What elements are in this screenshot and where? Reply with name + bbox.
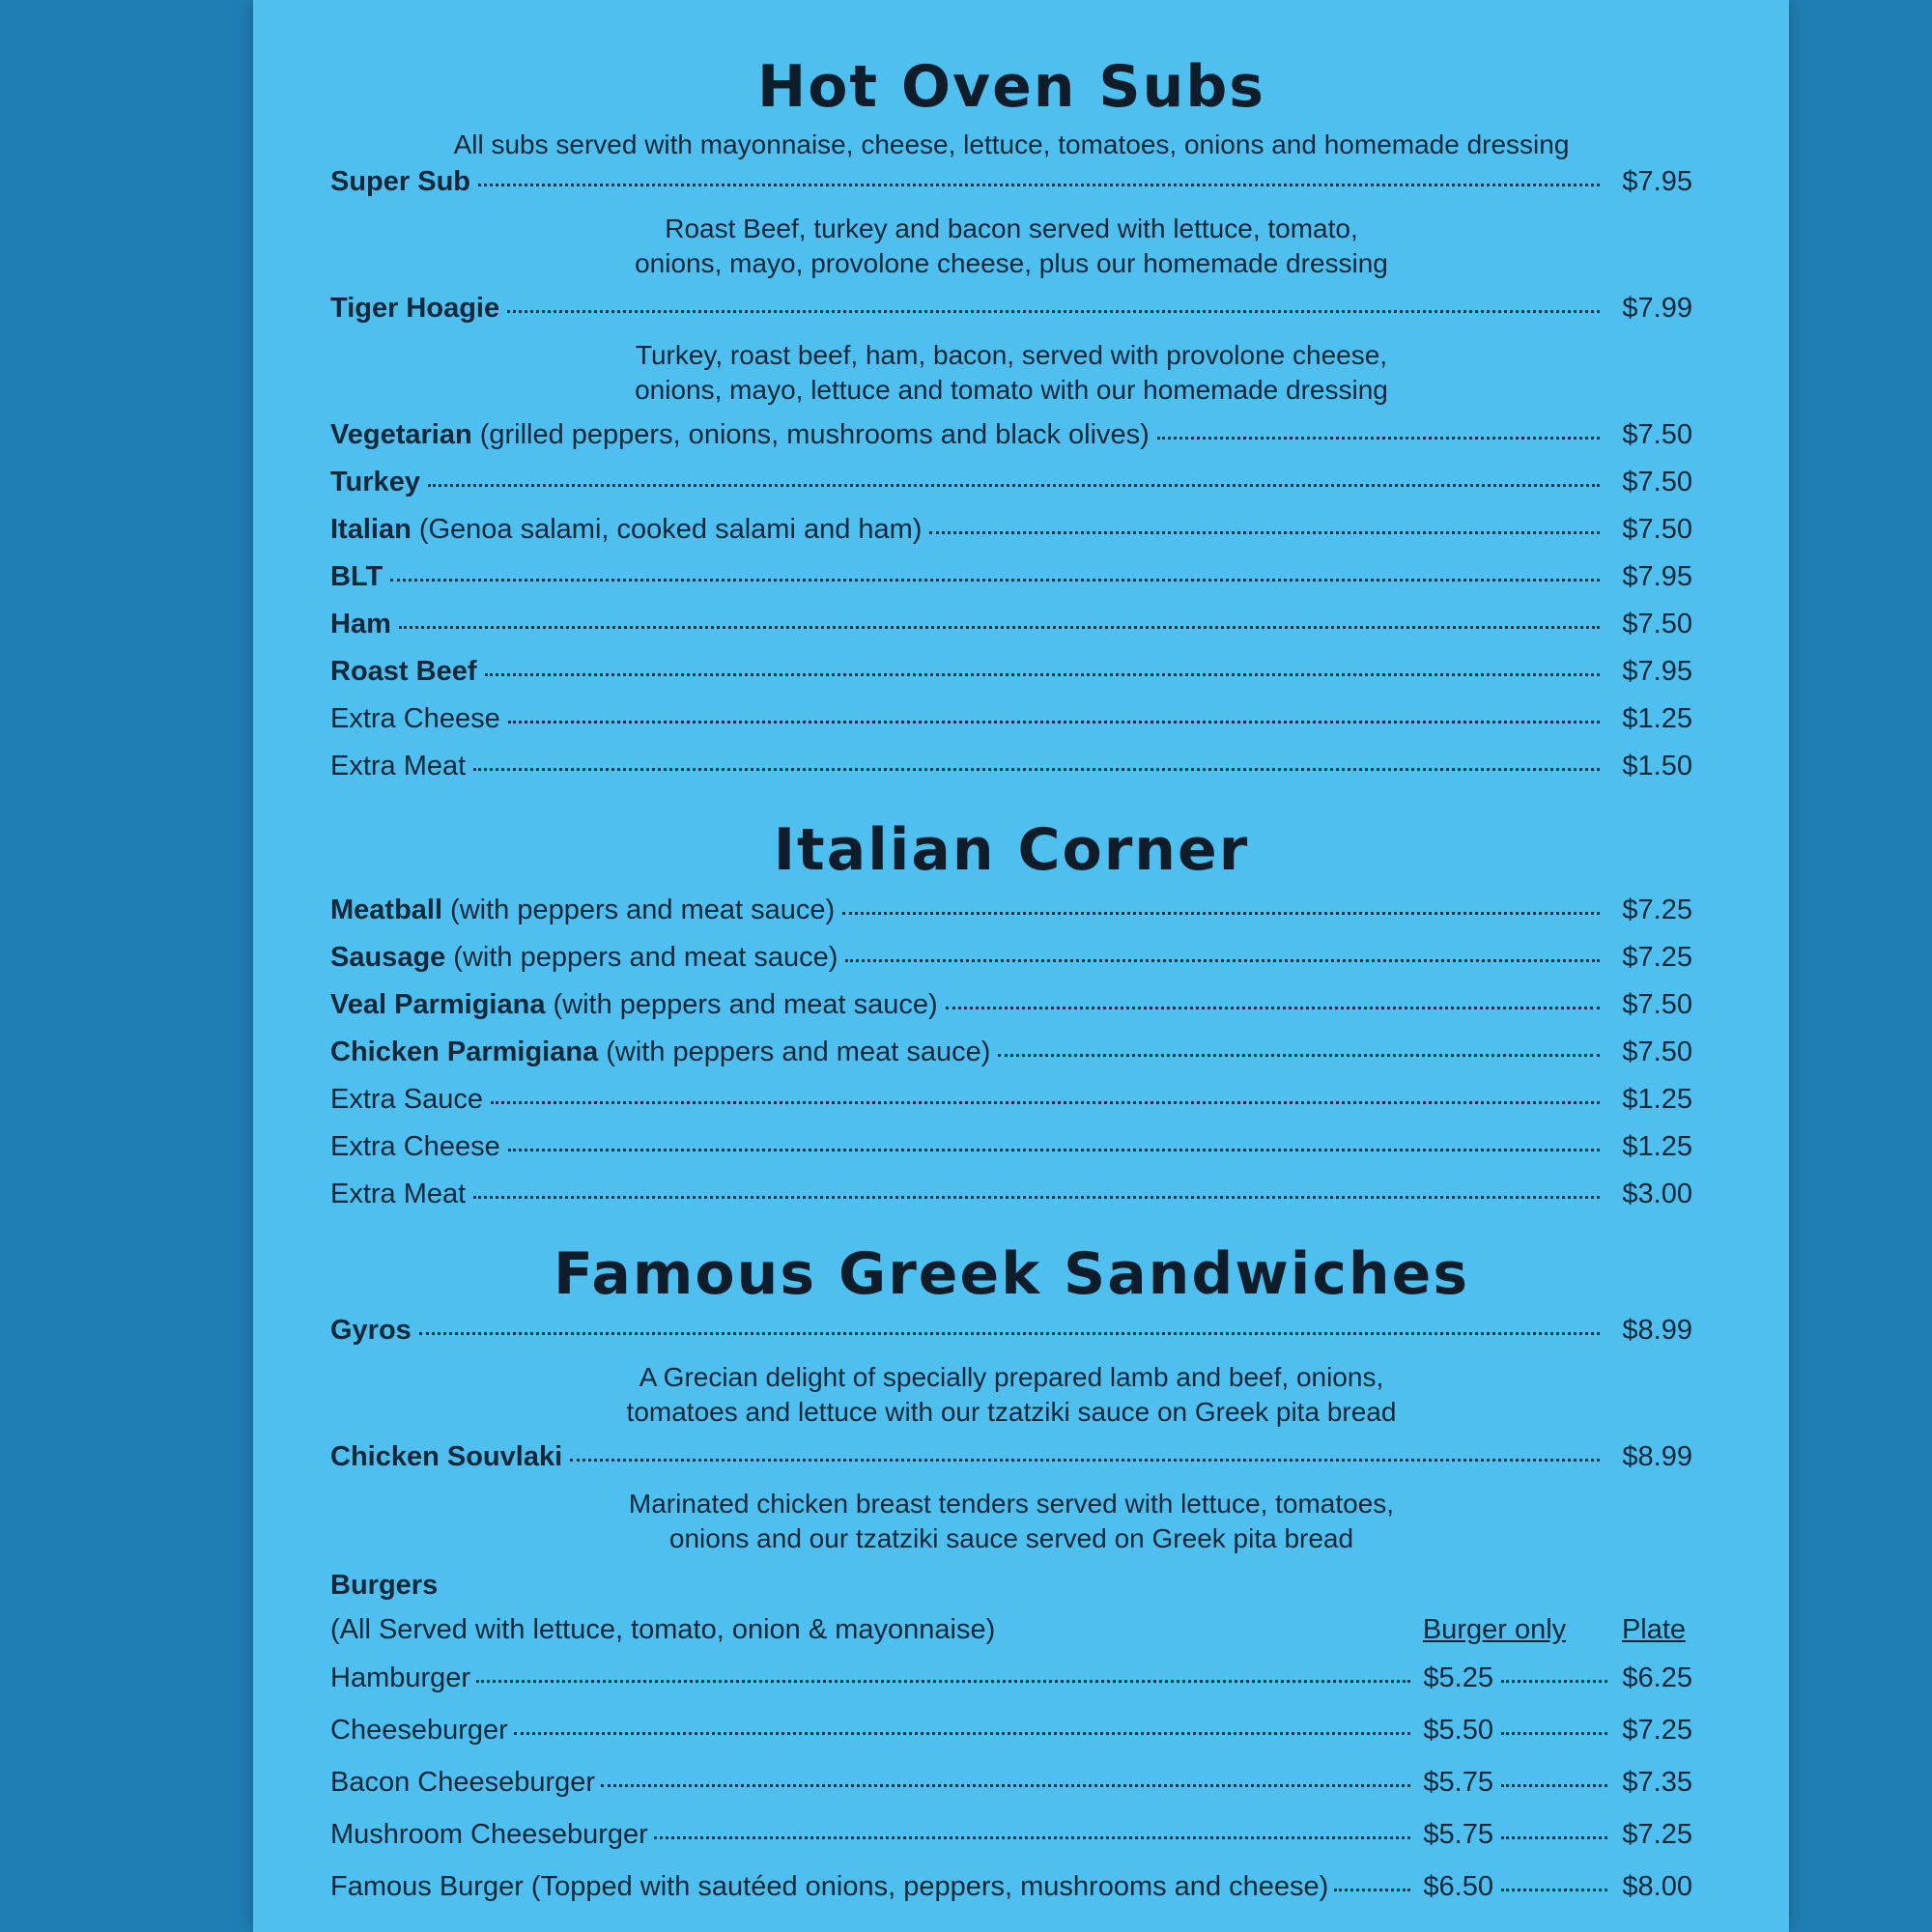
burgers-subheader	[330, 1614, 1692, 1662]
menu-item-row	[330, 991, 1692, 1038]
dot-leader	[473, 768, 1600, 771]
burger-row	[330, 1819, 1692, 1871]
item-name: BLT	[330, 561, 384, 592]
dot-leader	[390, 579, 1600, 582]
burger-only-price: $5.50	[1423, 1715, 1493, 1746]
burger-row	[330, 1871, 1692, 1923]
item-price: $7.50	[1622, 419, 1692, 450]
item-name: Gyros	[330, 1315, 412, 1346]
item-price: $8.99	[1622, 1315, 1692, 1346]
menu-item-row	[330, 1038, 1692, 1086]
menu-item-row	[330, 705, 1692, 753]
dot-leader	[654, 1836, 1410, 1839]
item-note: (with peppers and meat sauce)	[453, 942, 838, 973]
dot-leader	[476, 1680, 1410, 1683]
section-title-italian-corner: Italian Corner	[773, 816, 1250, 884]
item-price: $7.50	[1622, 989, 1692, 1020]
dot-leader	[570, 1459, 1600, 1462]
dot-leader	[845, 959, 1600, 962]
menu-item-row	[330, 896, 1692, 944]
dot-leader	[1501, 1836, 1607, 1839]
dot-leader	[507, 310, 1600, 313]
description-line: onions, mayo, lettuce and tomato with our homemade dressing	[635, 375, 1388, 405]
item-name: Chicken Souvlaki	[330, 1441, 563, 1472]
description-line: Roast Beef, turkey and bacon served with lettuce, tomato,	[665, 213, 1358, 243]
item-name: Veal Parmigiana	[330, 989, 546, 1020]
item-note: (Genoa salami, cooked salami and ham)	[418, 514, 923, 545]
dot-leader	[946, 1007, 1600, 1009]
item-name: Extra Meat	[330, 751, 467, 781]
menu-item-row	[330, 944, 1692, 991]
burger-name: Bacon Cheeseburger	[330, 1767, 596, 1798]
item-note: (grilled peppers, onions, mushrooms and black olives)	[479, 419, 1150, 450]
menu-item-row	[330, 1317, 1692, 1364]
burger-list	[330, 1662, 1692, 1923]
dot-leader	[1334, 1889, 1410, 1891]
item-name: Vegetarian	[330, 419, 472, 450]
item-price: $7.95	[1622, 656, 1692, 687]
plate-price: $8.00	[1622, 1871, 1692, 1902]
plate-price: $7.25	[1622, 1819, 1692, 1850]
menu-sheet	[253, 0, 1789, 1932]
dot-leader	[419, 1332, 1600, 1335]
item-price: $1.50	[1622, 751, 1692, 781]
section-subtitle: All subs served with mayonnaise, cheese, lettuce, tomatoes, onions and homemade dressing	[453, 129, 1570, 159]
item-description	[330, 1487, 1692, 1556]
item-name: Super Sub	[330, 166, 471, 197]
column-plate: Plate	[1621, 1614, 1687, 1645]
greek-list	[330, 1317, 1692, 1556]
dot-leader	[998, 1054, 1600, 1057]
item-price: $7.25	[1622, 895, 1692, 925]
column-burger-only: Burger only	[1422, 1614, 1567, 1645]
dot-leader	[399, 626, 1600, 629]
item-price: $7.99	[1622, 293, 1692, 324]
menu-item-row	[330, 753, 1692, 800]
item-description	[330, 1360, 1692, 1430]
burgers-subnote: (All Served with lettuce, tomato, onion & mayonnaise)	[330, 1614, 996, 1645]
burger-name: Famous Burger (Topped with sautéed onions, peppers, mushrooms and cheese)	[330, 1871, 1329, 1902]
burger-row	[330, 1715, 1692, 1767]
burger-only-price: $5.25	[1423, 1662, 1493, 1693]
burger-only-price: $5.75	[1423, 1767, 1493, 1798]
item-price: $1.25	[1622, 1131, 1692, 1162]
item-price: $7.95	[1622, 166, 1692, 197]
item-price: $8.99	[1622, 1441, 1692, 1472]
burger-name: Hamburger	[330, 1662, 471, 1693]
burger-row	[330, 1767, 1692, 1819]
dot-leader	[478, 184, 1600, 186]
item-name: Sausage	[330, 942, 446, 973]
dot-leader	[1157, 437, 1600, 440]
item-price: $7.95	[1622, 561, 1692, 592]
dot-leader	[1501, 1889, 1607, 1891]
item-name: Chicken Parmigiana	[330, 1037, 599, 1067]
dot-leader	[514, 1732, 1410, 1735]
burgers-section	[330, 1570, 1692, 1923]
section-title-greek: Famous Greek Sandwiches	[553, 1240, 1470, 1308]
menu-item-row	[330, 421, 1692, 469]
item-price: $7.50	[1622, 514, 1692, 545]
item-price: $1.25	[1622, 703, 1692, 734]
italian-list	[330, 896, 1692, 1228]
description-line: onions, mayo, provolone cheese, plus our homemade dressing	[635, 248, 1388, 278]
item-name: Extra Cheese	[330, 703, 500, 734]
plate-price: $7.25	[1622, 1715, 1692, 1746]
description-line: Turkey, roast beef, ham, bacon, served with provolone cheese,	[635, 340, 1388, 370]
subs-list	[330, 168, 1692, 800]
dot-leader	[1501, 1784, 1607, 1787]
menu-item-row	[330, 1443, 1692, 1491]
item-name: Ham	[330, 609, 391, 639]
dot-leader	[929, 531, 1600, 534]
burger-only-price: $5.75	[1423, 1819, 1493, 1850]
description-line: tomatoes and lettuce with our tzatziki sauce on Greek pita bread	[626, 1397, 1397, 1427]
item-price: $7.50	[1622, 609, 1692, 639]
burger-only-price: $6.50	[1423, 1871, 1493, 1902]
menu-content	[330, 0, 1692, 1923]
item-name: Extra Sauce	[330, 1084, 483, 1115]
menu-item-row	[330, 658, 1692, 705]
dot-leader	[491, 1101, 1600, 1104]
item-price: $7.50	[1622, 467, 1692, 497]
menu-item-row	[330, 295, 1692, 342]
plate-price: $6.25	[1622, 1662, 1692, 1693]
menu-item-row	[330, 563, 1692, 611]
burger-name: Mushroom Cheeseburger	[330, 1819, 648, 1850]
dot-leader	[1501, 1680, 1607, 1683]
item-name: Turkey	[330, 467, 420, 497]
menu-item-row	[330, 1133, 1692, 1180]
menu-item-row	[330, 611, 1692, 658]
dot-leader	[508, 721, 1600, 724]
item-name: Extra Meat	[330, 1179, 467, 1209]
item-name: Meatball	[330, 895, 443, 925]
item-name: Tiger Hoagie	[330, 293, 500, 324]
item-price: $3.00	[1622, 1179, 1692, 1209]
hot-oven-subs-section	[330, 0, 1692, 800]
menu-item-row	[330, 168, 1692, 215]
dot-leader	[508, 1149, 1600, 1151]
burger-row	[330, 1662, 1692, 1715]
item-price: $7.25	[1622, 942, 1692, 973]
item-name: Extra Cheese	[330, 1131, 500, 1162]
item-name: Italian	[330, 514, 412, 545]
dot-leader	[428, 484, 1600, 487]
description-line: onions and our tzatziki sauce served on Greek pita bread	[668, 1523, 1354, 1553]
item-description	[330, 212, 1692, 281]
section-title-hot-oven-subs: Hot Oven Subs	[756, 53, 1265, 121]
description-line: Marinated chicken breast tenders served with lettuce, tomatoes,	[628, 1489, 1395, 1519]
burger-name: Cheeseburger	[330, 1715, 508, 1746]
item-note: (with peppers and meat sauce)	[553, 989, 938, 1020]
item-price: $1.25	[1622, 1084, 1692, 1115]
burgers-heading: Burgers	[330, 1570, 439, 1601]
italian-corner-section	[330, 800, 1692, 1228]
item-price: $7.50	[1622, 1037, 1692, 1067]
item-description	[330, 338, 1692, 408]
item-note: (with peppers and meat sauce)	[606, 1037, 991, 1067]
menu-item-row	[330, 469, 1692, 516]
dot-leader	[842, 912, 1600, 915]
item-note: (with peppers and meat sauce)	[450, 895, 836, 925]
dot-leader	[1501, 1732, 1607, 1735]
menu-item-row	[330, 516, 1692, 563]
description-line: A Grecian delight of specially prepared lamb and beef, onions,	[639, 1362, 1384, 1392]
dot-leader	[473, 1196, 1600, 1199]
dot-leader	[601, 1784, 1410, 1787]
menu-item-row	[330, 1086, 1692, 1133]
dot-leader	[485, 673, 1601, 676]
greek-section	[330, 1228, 1692, 1556]
plate-price: $7.35	[1622, 1767, 1692, 1798]
menu-item-row	[330, 1180, 1692, 1228]
item-name: Roast Beef	[330, 656, 477, 687]
